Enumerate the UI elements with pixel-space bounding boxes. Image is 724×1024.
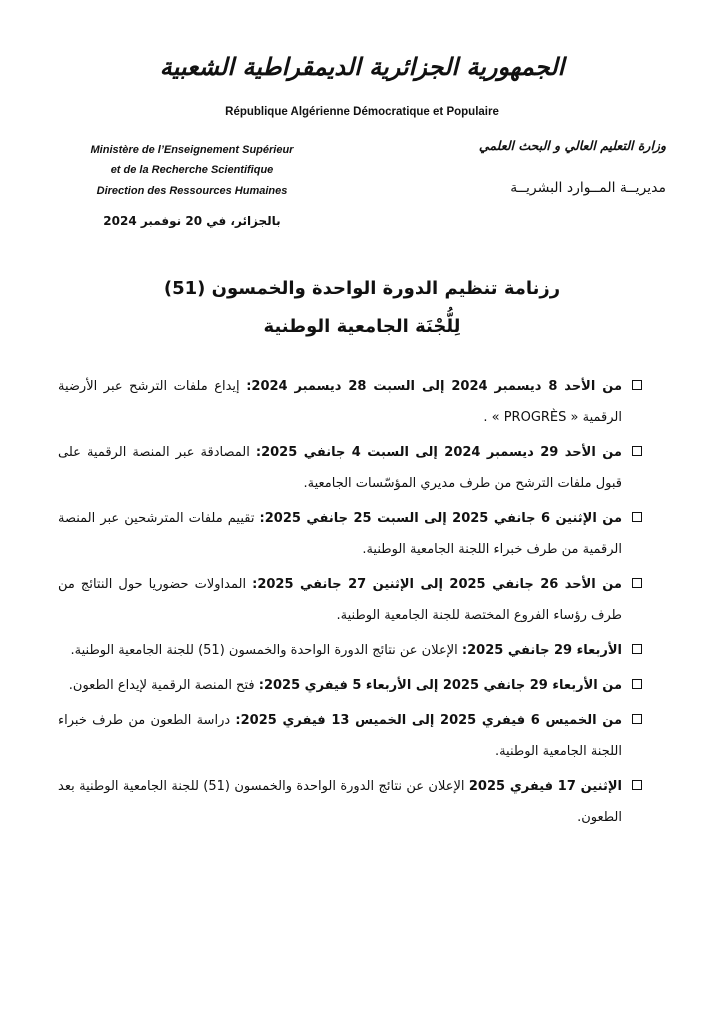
- schedule-period: الأربعاء 29 جانفي 2025:: [461, 643, 622, 658]
- direction-name-french: Direction des Ressources Humaines: [96, 185, 288, 197]
- schedule-period: من الأربعاء 29 جانفي 2025 إلى الأربعاء 5 فيفري 2025:: [258, 678, 622, 693]
- schedule-period: من الخميس 6 فيفري 2025 إلى الخميس 13 فيفري 2025:: [235, 713, 623, 728]
- schedule-description: دراسة الطعون من طرف خبراء اللجنة الجامعية الوطنية.: [58, 713, 622, 759]
- title-line-1: رزنامة تنظيم الدورة الواحدة والخمسون (51): [163, 278, 561, 299]
- schedule-description: الإعلان عن نتائج الدورة الواحدة والخمسون (51) للجنة الجامعية الوطنية.: [70, 643, 462, 658]
- checkbox-icon: [632, 679, 642, 689]
- schedule-item-4: [58, 569, 644, 631]
- schedule-period: من الأحد 8 ديسمبر 2024 إلى السبت 28 ديسمبر 2024:: [246, 379, 622, 394]
- checkbox-icon: [632, 644, 642, 654]
- schedule-item-7: [58, 705, 644, 767]
- schedule-description: المداولات حضوريا حول النتائج من طرف رؤساء الفروع المختصة للجنة الجامعية الوطنية.: [58, 577, 622, 623]
- ministry-name-arabic: وزارة التعليم العالي و البحث العلمي: [478, 138, 666, 153]
- title-line-2: لِلُّجْنَة الجامعية الوطنية: [263, 316, 461, 337]
- ministry-french-line-1: Ministère de l’Enseignement Supérieur: [90, 144, 294, 156]
- ministry-french-line-2: et de la Recherche Scientifique: [110, 164, 274, 176]
- direction-name-arabic: مديريــة المــوارد البشريــة: [510, 180, 666, 196]
- schedule-description: المصادقة عبر المنصة الرقمية على قبول ملفات الترشح من طرف مديري المؤسّسات الجامعية.: [58, 445, 622, 491]
- schedule-description: الإعلان عن نتائج الدورة الواحدة والخمسون (51) للجنة الجامعية الوطنية بعد الطعون.: [58, 779, 622, 825]
- checkbox-icon: [632, 380, 642, 390]
- schedule-item-5: [58, 635, 644, 666]
- schedule-item-6: [58, 670, 644, 701]
- country-name-french: République Algérienne Démocratique et Populaire: [225, 106, 499, 118]
- schedule-item-8: [58, 771, 644, 833]
- ministry-name-french: [60, 140, 324, 180]
- checkbox-icon: [632, 512, 642, 522]
- schedule-period: من الأحد 29 ديسمبر 2024 إلى السبت 4 جانفي 2025:: [255, 445, 622, 460]
- schedule-description: فتح المنصة الرقمية لإيداع الطعون.: [68, 678, 259, 693]
- country-name-arabic: الجمهورية الجزائرية الديمقراطية الشعبية: [159, 52, 565, 81]
- schedule-period: من الإثنين 6 جانفي 2025 إلى السبت 25 جانفي 2025:: [259, 511, 623, 526]
- checkbox-icon: [632, 578, 642, 588]
- schedule-item-2: [58, 437, 644, 499]
- checkbox-icon: [632, 446, 642, 456]
- schedule-description: إيداع ملفات الترشح عبر الأرضية الرقمية « PROGRÈS » .: [58, 379, 622, 425]
- schedule-period: من الأحد 26 جانفي 2025 إلى الإثنين 27 جانفي 2025:: [252, 577, 622, 592]
- document-date: بالجزائر، في 20 نوفمبر 2024: [103, 214, 281, 228]
- schedule-item-1: [58, 371, 644, 433]
- schedule-list: [58, 371, 644, 837]
- checkbox-icon: [632, 714, 642, 724]
- checkbox-icon: [632, 780, 642, 790]
- document-title: [0, 270, 724, 346]
- schedule-item-3: [58, 503, 644, 565]
- schedule-description: تقييم ملفات المترشحين عبر المنصة الرقمية من طرف خبراء اللجنة الجامعية الوطنية.: [58, 511, 622, 557]
- schedule-period: الإثنين 17 فيفري 2025: [468, 779, 622, 794]
